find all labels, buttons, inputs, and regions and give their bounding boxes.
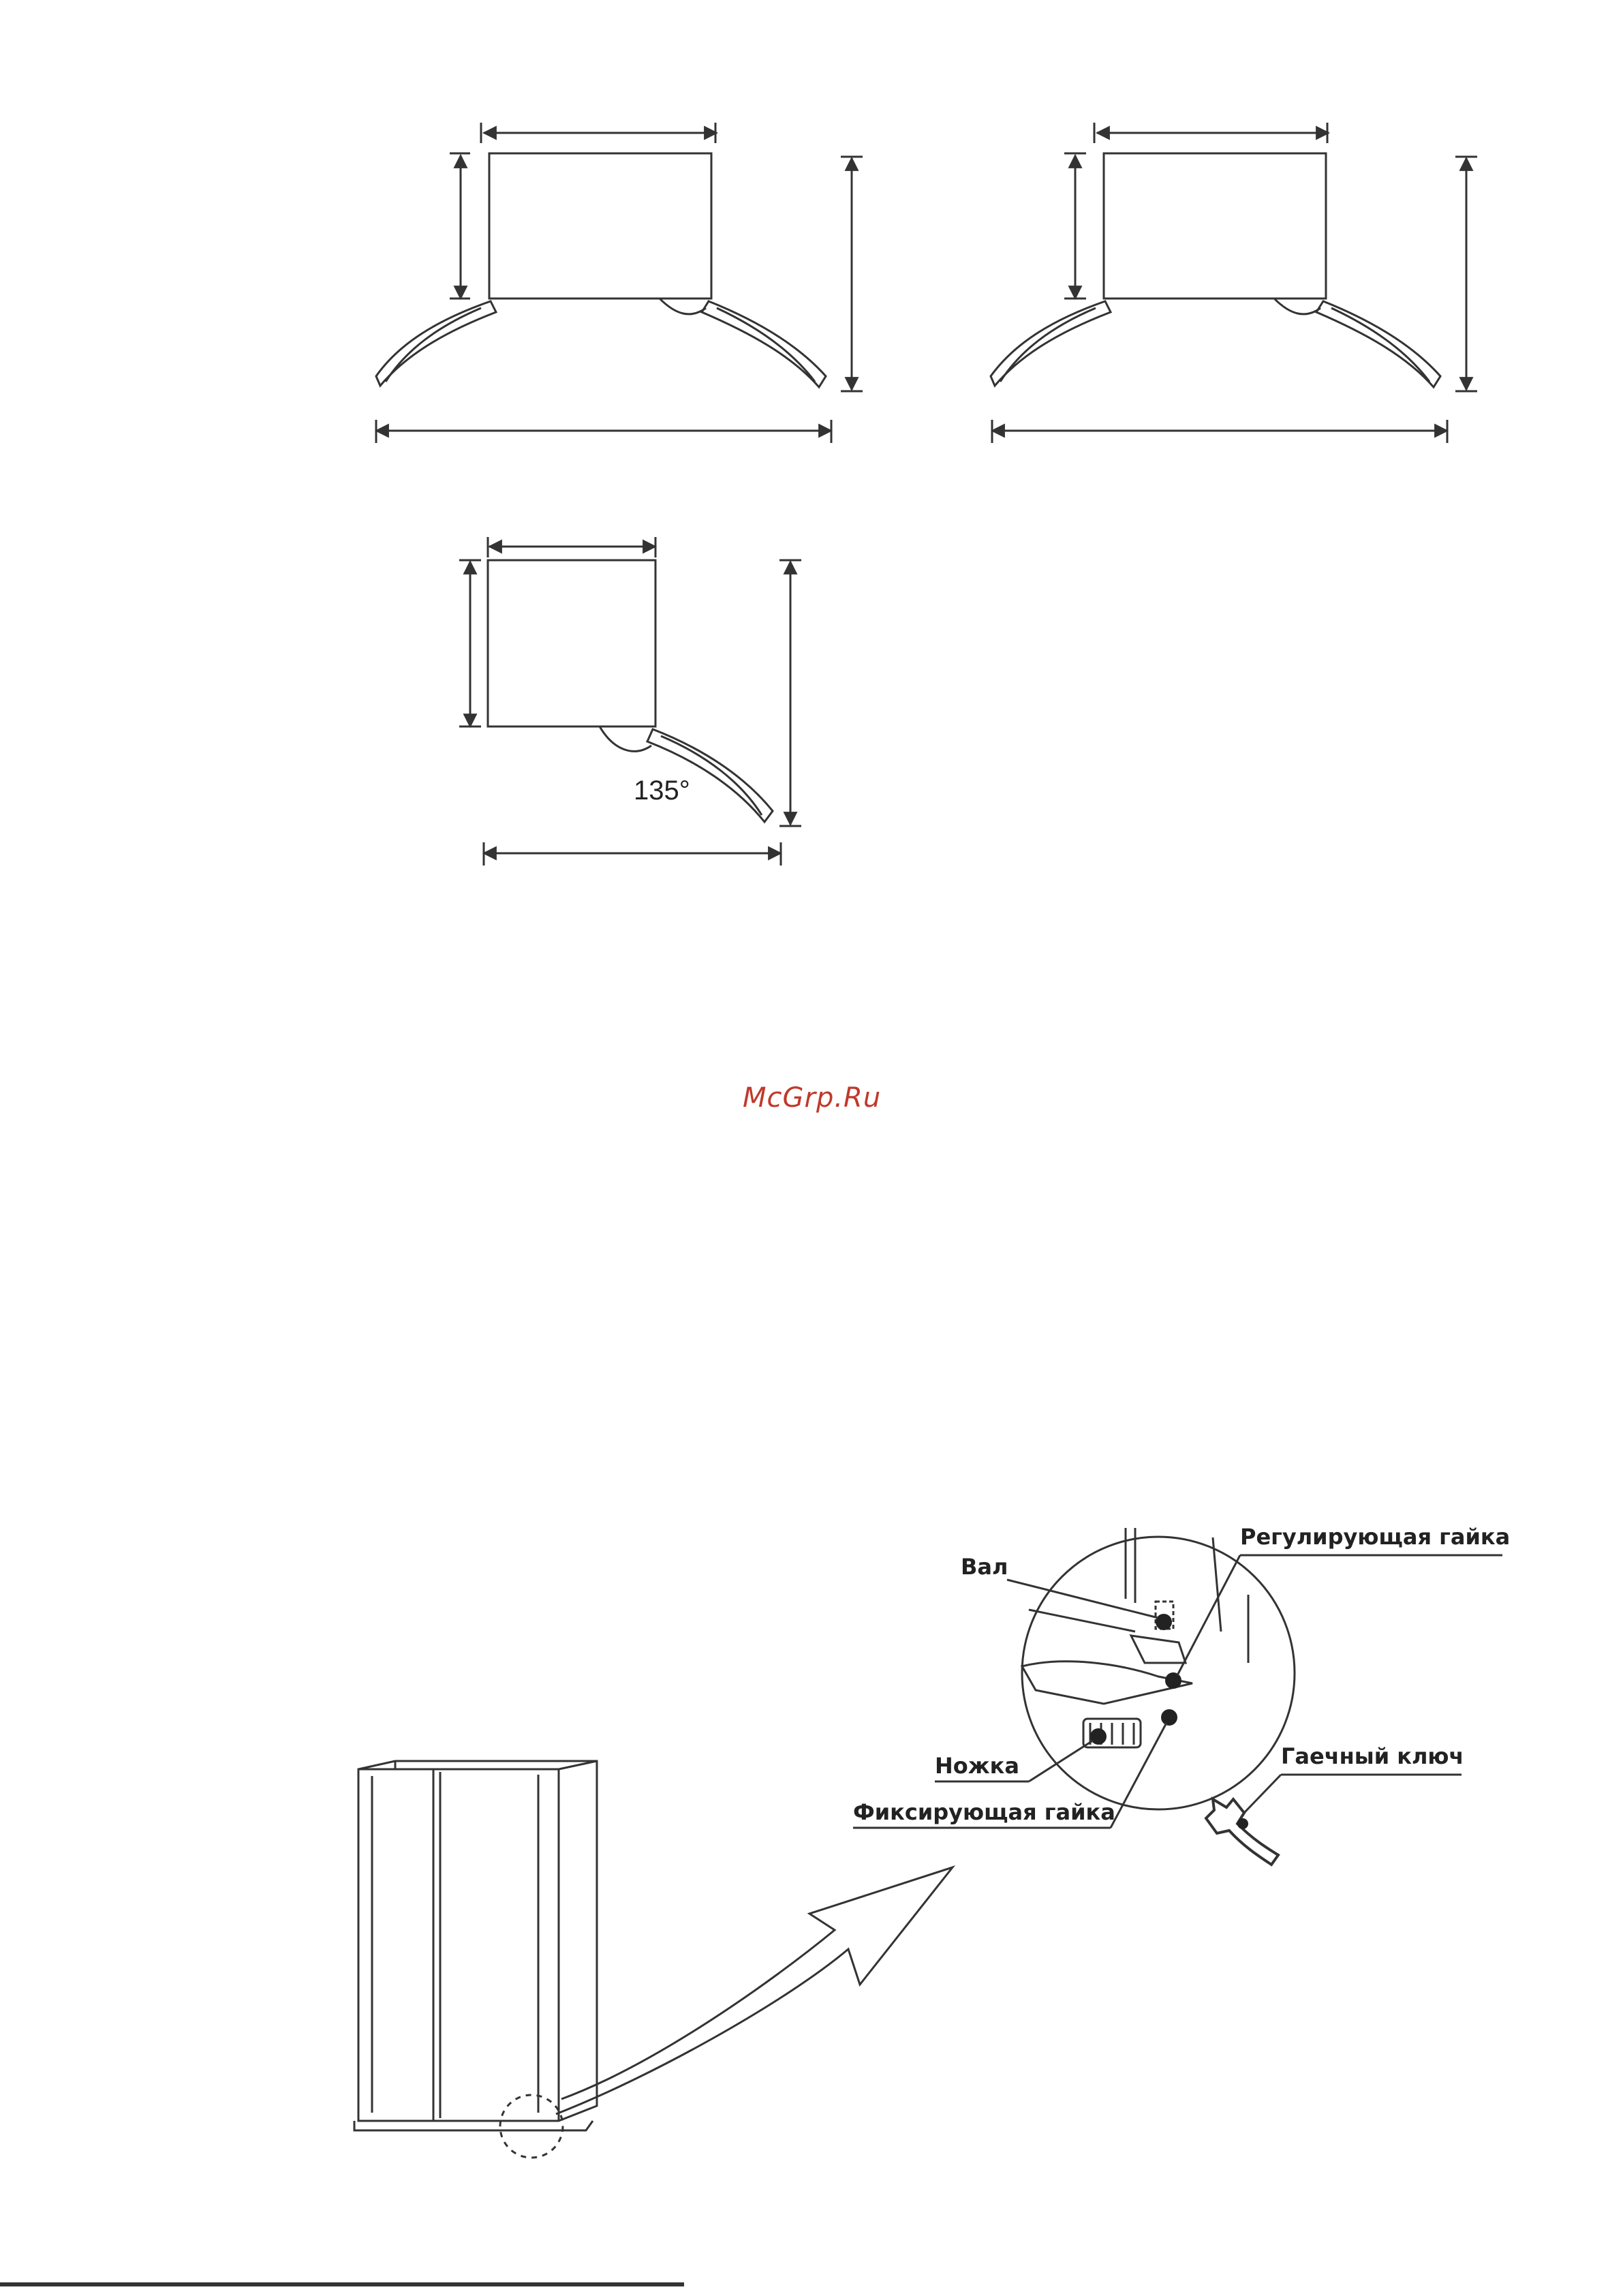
door-swing-arc	[600, 726, 651, 751]
fridge-body	[358, 1761, 597, 2121]
left-door-open	[991, 301, 1111, 386]
left-door-inner-line	[386, 308, 481, 382]
foot-dot	[1090, 1728, 1107, 1745]
diagram-two-doors-left	[376, 123, 863, 443]
fridge-top-side	[559, 1761, 597, 1769]
door-swing-arc	[660, 299, 706, 314]
left-door-open	[376, 301, 496, 386]
locking-nut-dot	[1161, 1709, 1177, 1726]
fridge-body-outline	[488, 560, 655, 726]
left-door-inner-line	[1000, 308, 1096, 382]
callout-shaft: Вал	[961, 1554, 1008, 1580]
diagram-single-door	[459, 537, 801, 866]
highlight-circle	[500, 2095, 563, 2158]
callout-locking-nut: Фиксирующая гайка	[853, 1799, 1115, 1825]
diagram-two-doors-right	[991, 123, 1477, 443]
shaft-dot	[1156, 1614, 1172, 1630]
angle-label: 135°	[634, 776, 690, 806]
adjusting-nut-part	[1131, 1636, 1186, 1663]
pointer-arrow	[556, 1867, 953, 2114]
watermark-text: McGrp.Ru	[743, 1082, 882, 1114]
adjusting-nut-dot	[1165, 1672, 1181, 1689]
callout-foot: Ножка	[935, 1753, 1019, 1779]
wrench-icon	[1206, 1799, 1278, 1865]
wrench-leader	[1244, 1775, 1281, 1813]
wrench-dot	[1237, 1818, 1248, 1829]
right-door-open	[702, 301, 826, 387]
wrench-body	[1206, 1799, 1278, 1865]
callout-lines	[853, 1555, 1502, 1828]
locking-nut-leader	[1111, 1723, 1166, 1828]
fridge-body-outline	[489, 153, 711, 299]
base-edge-line	[1029, 1610, 1135, 1632]
fridge-body-outline	[1104, 153, 1326, 299]
right-door-open	[1316, 301, 1440, 387]
callout-wrench: Гаечный ключ	[1281, 1743, 1464, 1769]
zoom-circle	[1022, 1537, 1295, 1809]
foot-detail-zoom	[1022, 1528, 1295, 1809]
door-swing-arc	[1274, 299, 1320, 314]
foot-leader	[1029, 1741, 1093, 1781]
callout-adjusting-nut: Регулирующая гайка	[1240, 1524, 1511, 1550]
adjusting-nut-leader	[1177, 1555, 1240, 1675]
fridge-base	[354, 2121, 593, 2130]
callout-dots	[1090, 1614, 1181, 1745]
